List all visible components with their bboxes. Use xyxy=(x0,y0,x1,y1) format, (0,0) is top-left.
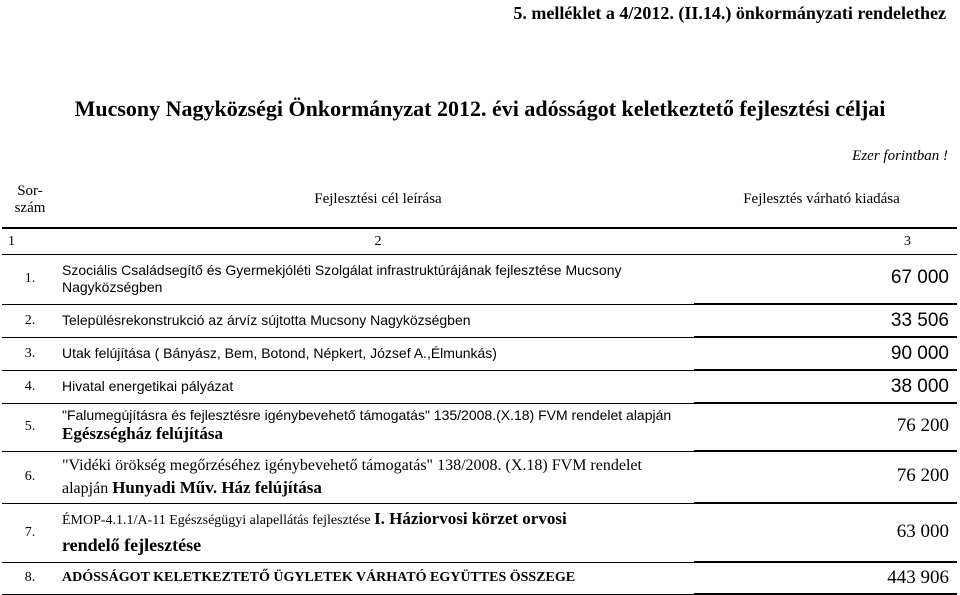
header-expected-expense: Fejlesztés várható kiadása xyxy=(694,172,957,228)
row-description: Utak felújítása ( Bányász, Bem, Botond, Népkert, József A.,Élmunkás) xyxy=(58,337,694,370)
row-description-highlight: I. Háziorvosi körzet orvosi xyxy=(374,508,567,528)
row-description: Hivatal energetikai pályázat xyxy=(58,370,694,403)
row-number: 3. xyxy=(2,337,58,370)
row-number: 6. xyxy=(2,451,58,503)
row-description-line1: "Falumegújításra és fejlesztésre igénybevehető támogatás" 135/2008.(X.18) FVM rendelet alapján xyxy=(62,407,672,423)
row-description-line1 xyxy=(62,508,694,532)
row-description: Szociális Családsegítő és Gyermekjóléti Szolgálat infrastruktúrájának fejlesztése Mucsony Nagyközségben xyxy=(58,255,694,305)
table-row xyxy=(2,255,957,305)
row-amount: 63 000 xyxy=(694,503,957,562)
table-row xyxy=(2,304,957,337)
row-description xyxy=(58,503,694,562)
table-row xyxy=(2,370,957,403)
development-goals-table xyxy=(2,172,957,595)
row-amount: 76 200 xyxy=(694,403,957,451)
row-description-line2: Egészségház felújítása xyxy=(62,424,224,443)
row-description xyxy=(58,403,694,451)
row-description-highlight: Hunyadi Műv. Ház felújítása xyxy=(112,477,322,497)
row-description xyxy=(58,451,694,503)
total-amount: 443 906 xyxy=(694,562,957,594)
row-number: 1. xyxy=(2,255,58,305)
page-title: Mucsony Nagyközségi Önkormányzat 2012. évi adósságot keletkeztető fejlesztési céljai xyxy=(74,96,886,121)
row-number: 4. xyxy=(2,370,58,403)
header-serial-number xyxy=(2,172,58,228)
row-description-line1: "Vidéki örökség megőrzéséhez igénybevehető támogatás" 138/2008. (X.18) FVM rendelet xyxy=(62,456,642,474)
row-description-prefix: ÉMOP-4.1.1/A-11 Egészségügyi alapellátás fejlesztése xyxy=(62,512,375,528)
table-header-row xyxy=(2,172,957,228)
row-amount: 38 000 xyxy=(694,370,957,403)
row-amount: 33 506 xyxy=(694,304,957,337)
row-amount: 76 200 xyxy=(694,451,957,503)
row-description-prefix: alapján xyxy=(62,479,113,497)
row-amount: 90 000 xyxy=(694,337,957,370)
row-number: 8. xyxy=(2,562,58,594)
row-number: 7. xyxy=(2,503,58,562)
header-serial-line2: szám xyxy=(14,199,46,216)
total-description: ADÓSSÁGOT KELETKEZTETŐ ÜGYLETEK VÁRHATÓ EGYÜTTES ÖSSZEGE xyxy=(58,562,694,594)
row-number: 5. xyxy=(2,403,58,451)
header-serial-line1: Sor- xyxy=(17,182,43,199)
row-description-line2 xyxy=(62,477,694,500)
document-reference: 5. melléklet a 4/2012. (II.14.) önkormányzati rendelethez xyxy=(513,3,946,23)
row-amount: 67 000 xyxy=(694,255,957,305)
table-row xyxy=(2,337,957,370)
row-description-line2: rendelő fejlesztése xyxy=(62,534,202,555)
column-number-row xyxy=(2,228,957,255)
table-row xyxy=(2,503,957,562)
table-row xyxy=(2,451,957,503)
column-number-1: 1 xyxy=(2,228,58,255)
unit-note: Ezer forintban ! xyxy=(852,148,948,164)
total-row xyxy=(2,562,957,594)
column-number-2: 2 xyxy=(58,228,694,255)
header-description: Fejlesztési cél leírása xyxy=(58,172,694,228)
column-number-3: 3 xyxy=(694,228,957,255)
row-description: Településrekonstrukció az árvíz sújtotta Mucsony Nagyközségben xyxy=(58,304,694,337)
row-number: 2. xyxy=(2,304,58,337)
table-row xyxy=(2,403,957,451)
